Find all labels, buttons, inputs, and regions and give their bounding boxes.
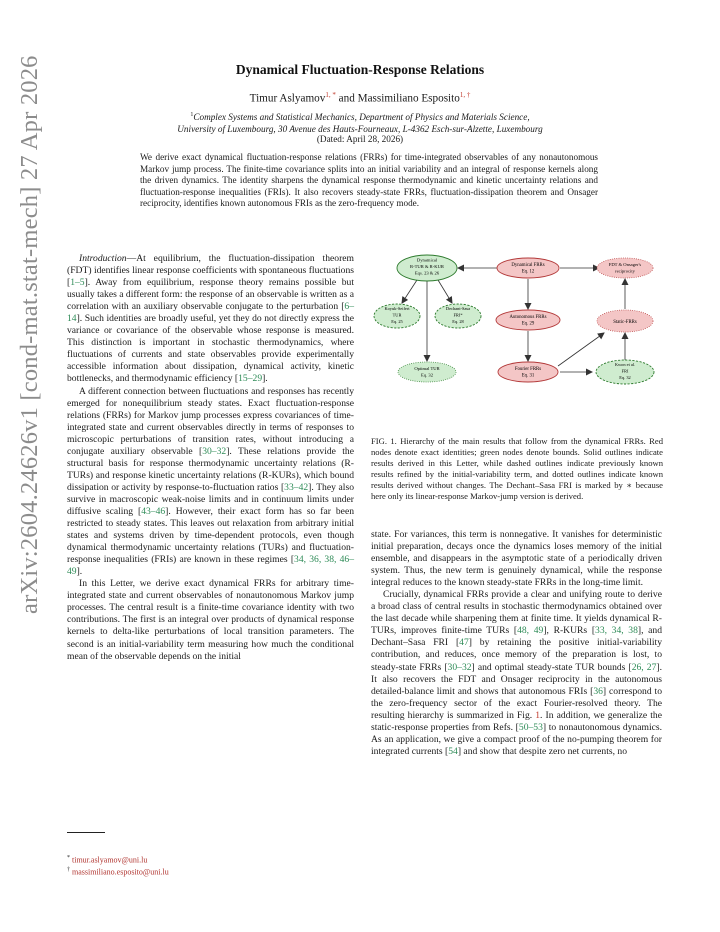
rc-text-a: Crucially, dynamical FRRs provide a clear and unifying route to derive a broad class of central results in stochastic thermodynamics obtained over the last decade while sharpening them at finite time. It yields dynamical R-TURs, improves finite-time TURs [ — [371, 589, 662, 637]
node-text: Eq. 12 — [521, 269, 535, 275]
affiliation-line-1: Complex Systems and Statistical Mechanics, Department of Physics and Materials Science, — [193, 112, 530, 123]
steady-state-paragraph — [67, 386, 354, 579]
abstract: We derive exact dynamical fluctuation-response relations (FRRs) for time-integrated observables of any nonautonomous Markov jump process. The finite-time covariance splits into an initial variability and an integral of response kernels along the driven dynamics. The identity sharpens the dynamical response thermodynamic and kinetic uncertainty relations and fluctuation-response inequalities (FRIs). It also recovers steady-state FRRs, fluctuation-dissipation theorem and Onsager reciprocity, identifies known autonomous FRIs as the zero-frequency mode. — [140, 152, 598, 209]
intro-lead: Introduction — [79, 253, 127, 264]
node-text: Dechant-Sasa — [445, 306, 471, 311]
node-text: Koyuk-Seifert — [384, 306, 410, 311]
p2-text-a: A different connection between fluctuations and responses has recently emerged for nonequilibrium steady states. Exact fluctuation-response relations (FRRs) for Markov jump processes express covariances of time-integrated state and current observables directly in terms of responses to microscopic perturbations of transition rates, without introducing a conjugate auxiliary observable [ — [67, 385, 354, 457]
node-text: Eq. 28 — [452, 319, 464, 324]
node-text: FRI* — [453, 312, 463, 318]
rc-text-h: . In addition, we generalize the static-response properties from Refs. [ — [371, 709, 662, 733]
left-column — [67, 253, 354, 663]
node-koyuk-seifert-tur — [374, 304, 420, 328]
rc-text-e: ] and optimal steady-state TUR bounds [ — [471, 661, 632, 673]
arrow-rtur-to-dechant — [438, 280, 452, 303]
citation-link[interactable]: 47 — [459, 637, 469, 649]
arrow-fourier-to-static — [558, 333, 604, 366]
rc-text-d: ] by retaining the positive initial-variability contribution, and reduces, once memory of the preparation is lost, to steady-state FRRs [ — [371, 637, 663, 673]
node-text: Eq. 32 — [619, 375, 631, 380]
footnote-2-mark: † — [67, 867, 70, 873]
crucially-paragraph — [371, 589, 662, 758]
p2-text-c: ]. They also survive in macroscopic weak-noise limits and in continuum limits under diffusive scaling [ — [67, 481, 354, 517]
citation-link[interactable]: 43–46 — [141, 505, 166, 517]
node-autonomous-frrs — [496, 310, 560, 330]
node-text: Autonomous FRRs — [509, 315, 547, 320]
intro-dash: — — [126, 253, 137, 264]
node-text: Dynamical — [416, 257, 438, 263]
node-text: Eqs. 23 & 26 — [414, 270, 440, 276]
citation-link[interactable]: 50–53 — [518, 721, 543, 733]
this-letter-paragraph: In this Letter, we derive exact dynamical FRRs for arbitrary time-integrated state and current observables of nonautonomous Markov jump processes. The central result is a finite-time covariance identity with two contributions. The first is an integral over products of dynamical response kernels to delta-like perturbations of local transition parameters. The second is an initial-variability term measuring how much the conditional mean of the observable depends on the initial — [67, 578, 354, 662]
node-text: Eq. 29 — [521, 321, 535, 327]
citation-link[interactable]: 54 — [448, 745, 458, 757]
node-text: FRI — [621, 368, 629, 374]
continuation-paragraph: state. For variances, this term is nonnegative. It vanishes for deterministic initial preparation, decays once the dynamics loses memory of the initial ensemble, and disappears in the asymptotic state of a periodically driven system. Thus, the new term is genuinely dynamical, while the response integral reduces to the known steady-state FRRs in the long-time limit. — [371, 529, 662, 589]
p2-text-b: ]. These relations provide the structural basis for response thermodynamic uncertainty relations (R-TURs) and response kinetic uncertainty relations (R-KURs), which bound dissipation or activity by response-to-fluctuation ratios [ — [67, 445, 354, 493]
citation-link[interactable]: 34, 36, 38, 46–49 — [67, 554, 355, 578]
node-dynamical-rtur-rkur — [397, 255, 457, 281]
paper-title: Dynamical Fluctuation-Response Relations — [235, 62, 485, 77]
affiliation-mark: 1 — [190, 112, 194, 118]
citation-link[interactable]: 33, 34, 38 — [595, 625, 638, 637]
affiliation — [0, 109, 720, 135]
rc-text-g: ] correspond to the zero-frequency sector of the exact Fourier-resolved theory. The resulting hierarchy is summarized in Fig. — [371, 685, 663, 721]
author-1: Timur Aslyamov — [249, 92, 326, 105]
node-text: Kwon et al. — [614, 362, 636, 367]
citation-link[interactable]: 1–5 — [70, 277, 85, 289]
affiliation-line-2: University of Luxembourg, 30 Avenue des Hauts-Fourneaux, L-4362 Esch-sur-Alzette, Luxembourg — [177, 124, 543, 135]
date-line: (Dated: April 28, 2026) — [316, 134, 404, 144]
author-1-marks: 1, * — [325, 91, 336, 99]
citation-link[interactable]: 6–14 — [67, 301, 354, 325]
right-column — [371, 529, 662, 758]
node-text: Optimal TUR — [414, 366, 440, 371]
node-fdt-onsager — [597, 258, 653, 278]
figure-link[interactable]: 1 — [535, 709, 541, 721]
footnote-2-email[interactable]: massimiliano.esposito@uni.lu — [72, 867, 169, 877]
author-2-marks: 1, † — [459, 91, 471, 99]
node-text: FDT & Onsager's — [608, 262, 642, 267]
node-text: Eq. 32 — [421, 372, 433, 378]
footnote-1[interactable] — [67, 855, 147, 865]
node-text: Dynamical FRRs — [511, 263, 545, 268]
p2-text-e: ]. — [76, 566, 83, 578]
rc-text-b: ], R-KURs [ — [543, 625, 596, 637]
node-text: Eq. 25 — [391, 319, 403, 324]
intro-text-d: ]. — [262, 373, 268, 385]
footnote-2[interactable] — [67, 867, 169, 877]
footnote-1-email[interactable]: timur.aslyamov@uni.lu — [72, 855, 148, 865]
node-kwon-fri — [596, 360, 654, 384]
arrow-rtur-to-koyuk — [402, 280, 417, 303]
intro-text-a: At equilibrium, the fluctuation-dissipation theorem (FDT) identifies linear response coefficients with spontaneous fluctuations [ — [67, 253, 354, 289]
rc-text-j: ] and show that despite zero net currents, no — [457, 745, 628, 757]
citation-link[interactable]: 33–42 — [284, 481, 309, 493]
footnote-rule — [67, 832, 105, 833]
p2-text-d: ]. However, their exact form has so far been restricted to steady states. This leaves out relaxation from arbitrary initial states and systems driven by time-dependent protocols, even though dynamical thermodynamic uncertainty relations (TURs) and fluctuation-response inequalities (FRIs) are known in these regimes [ — [67, 505, 354, 566]
intro-paragraph — [67, 253, 354, 386]
node-text: Static-FRRs — [613, 320, 637, 325]
footnote-1-mark: * — [67, 855, 70, 861]
node-text: R-TUR & R-KUR — [410, 264, 444, 269]
author-conjunction: and — [335, 92, 358, 105]
author-2: Massimiliano Esposito — [357, 92, 460, 105]
rc-text-i: ] to nonautonomous dynamics. As an application, we give a compact proof of the no-pumping theorem for integrated currents [ — [371, 721, 663, 757]
node-dynamical-frrs — [497, 258, 559, 278]
node-dechant-sasa-fri — [435, 304, 481, 328]
citation-link[interactable]: 26, 27 — [631, 661, 657, 673]
citation-link[interactable]: 48, 49 — [517, 625, 544, 637]
author-line — [0, 91, 720, 105]
citation-link[interactable]: 36 — [593, 685, 603, 697]
node-text: Fourier FRRs — [514, 367, 542, 372]
figure-1-caption: FIG. 1. Hierarchy of the main results that follow from the dynamical FRRs. Red nodes denote exact identities; green nodes denote bounds. Solid outlines indicate results derived in this Letter, while dashed outlines indicate previously known results refined by the initial-variability term, and dotted outlines indicate known results derived without changes. The Dechant–Sasa FRI is marked by ∗ because here only its linear-response Markov-jump version is derived. — [371, 436, 663, 502]
citation-link[interactable]: 30–32 — [202, 445, 227, 457]
node-text: TUR — [392, 312, 402, 318]
rc-text-c: ], and Dechant–Sasa FRI [ — [371, 625, 663, 649]
rc-text-f: ]. It also recovers the FDT and Onsager reciprocity in the autonomous detailed-balance limit and shows that autonomous FRIs [ — [371, 661, 662, 697]
arxiv-identifier-sidebar: arXiv:2604.24626v1 [cond-mat.stat-mech] 27 Apr 2026 — [16, 55, 43, 614]
node-text: reciprocity — [615, 268, 635, 274]
citation-link[interactable]: 15–29 — [238, 373, 263, 385]
node-optimal-tur — [398, 362, 456, 382]
intro-text-c: ]. Such identities are broadly useful, yet they do not directly express the variance or covariance of the observable whose response is measured. This distinction is important in stochastic thermodynamics, where fluctuations of currents and state observables provide experimentally accessible information about dissipation, dynamical activity, kinetic bottlenecks, and thermodynamic efficiency [ — [67, 313, 354, 385]
node-static-frrs — [597, 310, 653, 332]
intro-text-b: ]. Away from equilibrium, response theory remains possible but usually takes a different form: the response of an observable is written as a correlation with an auxiliary observable conjugate to the perturbation [ — [67, 277, 354, 313]
node-text: Eq. 31 — [521, 373, 535, 379]
node-fourier-frrs — [498, 362, 558, 382]
citation-link[interactable]: 30–32 — [447, 661, 472, 673]
figure-1-hierarchy-diagram — [366, 248, 666, 388]
